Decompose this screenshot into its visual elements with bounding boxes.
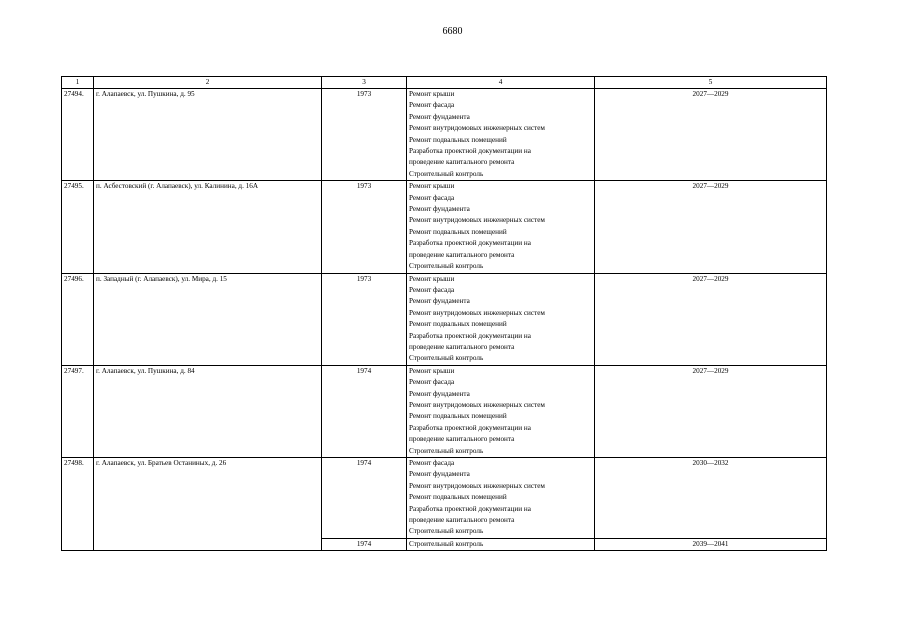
table-row (62, 273, 827, 365)
work-item: Разработка проектной документации на (409, 331, 531, 340)
work-item: проведение капитального ремонта (409, 158, 515, 167)
row-year: 1973 (322, 89, 407, 181)
row-works (407, 458, 595, 539)
work-item: Ремонт крыши (409, 274, 455, 283)
row-period: 2027—2029 (595, 365, 827, 457)
work-item: Ремонт фасада (409, 378, 455, 387)
work-item: Ремонт внутридомовых инженерных систем (409, 124, 545, 133)
work-item: Строительный контроль (409, 262, 484, 271)
row-year: 1974 (322, 458, 407, 539)
work-item: Ремонт крыши (409, 182, 455, 191)
work-item: Строительный контроль (409, 354, 484, 363)
work-item: Ремонт крыши (409, 90, 455, 98)
work-item: проведение капитального ремонта (409, 342, 515, 351)
table-row (62, 365, 827, 457)
row-address: г. Алапаевск, ул. Братьев Останиных, д. 26 (94, 458, 322, 551)
row-address: г. Алапаевск, ул. Пушкина, д. 84 (94, 365, 322, 457)
column-header-address: 2 (94, 77, 322, 89)
work-item: Ремонт фундамента (409, 205, 470, 214)
row-year: 1974 (322, 365, 407, 457)
work-item: Строительный контроль (409, 539, 484, 548)
row-period: 2027—2029 (595, 181, 827, 273)
row-period: 2027—2029 (595, 89, 827, 181)
work-item: Разработка проектной документации на (409, 423, 531, 432)
work-item: Ремонт фасада (409, 101, 455, 110)
column-header-works: 4 (407, 77, 595, 89)
row-works (407, 365, 595, 457)
table-row (62, 181, 827, 273)
work-item: Ремонт подвальных помещений (409, 412, 507, 421)
row-number: 27494. (62, 89, 94, 181)
row-address: п. Асбестовский (г. Алапаевск), ул. Калинина, д. 16А (94, 181, 322, 273)
work-item: Ремонт фундамента (409, 389, 470, 398)
work-item: Строительный контроль (409, 527, 484, 536)
work-item: Ремонт внутридомовых инженерных систем (409, 481, 545, 490)
column-header-year: 3 (322, 77, 407, 89)
column-header-number: 1 (62, 77, 94, 89)
row-number: 27498. (62, 458, 94, 551)
row-works (407, 273, 595, 365)
column-header-period: 5 (595, 77, 827, 89)
work-item: Ремонт фундамента (409, 112, 470, 121)
work-item: Разработка проектной документации на (409, 147, 531, 156)
work-item: Ремонт фундамента (409, 297, 470, 306)
row-works (407, 538, 595, 550)
work-item: Строительный контроль (409, 169, 484, 178)
work-item: Ремонт подвальных помещений (409, 135, 507, 144)
work-item: Ремонт фасада (409, 193, 455, 202)
row-works (407, 89, 595, 181)
row-year: 1973 (322, 181, 407, 273)
work-item: Ремонт внутридомовых инженерных систем (409, 216, 545, 225)
row-period: 2039—2041 (595, 538, 827, 550)
work-item: Ремонт подвальных помещений (409, 493, 507, 502)
work-item: Ремонт внутридомовых инженерных систем (409, 308, 545, 317)
work-item: Ремонт фундамента (409, 470, 470, 479)
work-item: Разработка проектной документации на (409, 504, 531, 513)
work-item: Ремонт фасада (409, 285, 455, 294)
page-number: 6680 (442, 26, 463, 37)
work-item: Ремонт фасада (409, 459, 455, 467)
work-item: проведение капитального ремонта (409, 435, 515, 444)
table-row (62, 458, 827, 539)
repair-schedule-table (61, 76, 827, 551)
row-number: 27496. (62, 273, 94, 365)
work-item: Ремонт внутридомовых инженерных систем (409, 400, 545, 409)
work-item: проведение капитального ремонта (409, 516, 515, 525)
work-item: проведение капитального ремонта (409, 250, 515, 259)
table-row (62, 89, 827, 181)
table-header-row (62, 77, 827, 89)
row-works (407, 181, 595, 273)
row-number: 27497. (62, 365, 94, 457)
row-address: п. Западный (г. Алапаевск), ул. Мира, д. 15 (94, 273, 322, 365)
work-item: Разработка проектной документации на (409, 239, 531, 248)
row-address: г. Алапаевск, ул. Пушкина, д. 95 (94, 89, 322, 181)
table-body (62, 89, 827, 551)
row-year: 1973 (322, 273, 407, 365)
row-period: 2027—2029 (595, 273, 827, 365)
row-period: 2030—2032 (595, 458, 827, 539)
work-item: Строительный контроль (409, 446, 484, 455)
row-number: 27495. (62, 181, 94, 273)
work-item: Ремонт подвальных помещений (409, 320, 507, 329)
work-item: Ремонт подвальных помещений (409, 227, 507, 236)
row-year: 1974 (322, 538, 407, 550)
work-item: Ремонт крыши (409, 366, 455, 375)
